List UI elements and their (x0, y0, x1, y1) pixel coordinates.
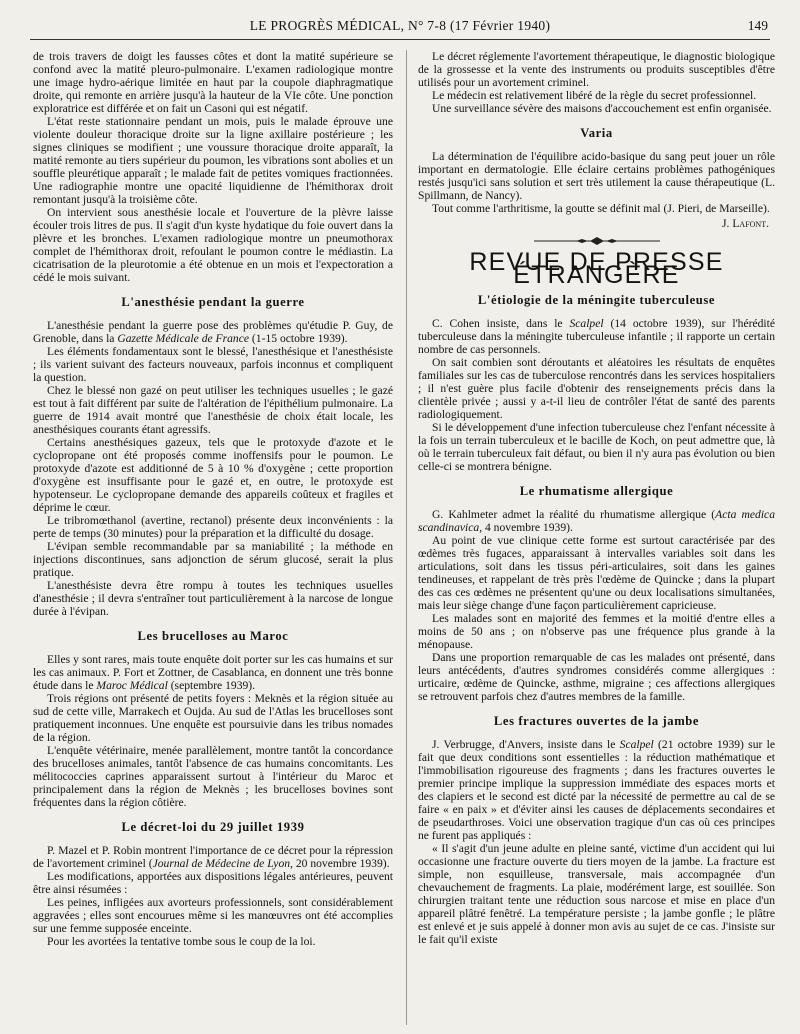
author-signature (418, 217, 775, 230)
paragraph: Le médecin est relativement libéré de la règle du secret professionnel. (432, 89, 757, 102)
paragraph: Certains anesthésiques gazeux, tels que le protoxyde d'azote et le cyclopropane ont été proposés comme inoffensifs pour le poumon. Le protoxyde d'azote est additionné de 5 à 10 % d'oxygène ; cette proportion d'oxygène est insuffisante pour le gazé et, en outre, le protoxyde est hypotenseur. Le cyclopropane demande des appareils coûteux et fragiles et déprime le cœur. (33, 436, 393, 514)
paragraph: On sait combien sont déroutants et aléatoires les résultats de enquêtes familiales sur les cas de tuberculose rencontrés dans les services hospitaliers ; il n'est guère plus facile d'obtenir des renseignements précis dans la clientèle privée ; aussi y a-t-il lieu de contrôler l'état de santé des parents radiologiquement. (418, 356, 775, 421)
page-number: 149 (747, 18, 768, 33)
paragraph (418, 317, 775, 356)
section-title-revue: REVUE DE PRESSE ÉTRANGÈRE (469, 248, 724, 289)
journal-title: Gazette Médicale de France (117, 332, 250, 345)
journal-title: Scalpel (619, 738, 654, 751)
paragraph: Les malades sont en majorité des femmes et la moitié d'entre elles a moins de 50 ans ; on n'observe pas une fréquence plus grande à la ménopause. (418, 612, 775, 651)
section-heading-decret: Le décret-loi du 29 juillet 1939 (121, 820, 305, 834)
text-run: G. Kahlmeter admet la réalité du rhumatisme allergique ( (432, 508, 716, 521)
paragraph: Pour les avortées la tentative tombe sous le coup de la loi. (47, 935, 316, 948)
text-run: , 20 novembre 1939). (290, 857, 390, 870)
signature-initial: J. (722, 217, 733, 230)
running-head-title: LE PROGRÈS MÉDICAL, N° 7-8 (17 Février 1940) (249, 18, 551, 33)
section-heading-brucelloses: Les brucelloses au Maroc (137, 629, 289, 643)
paragraph (33, 844, 393, 870)
column-separator (406, 50, 407, 1025)
paragraph (33, 319, 393, 345)
paragraph: de trois travers de doigt les fausses côtes et dont la matité supérieure se confond avec la matité pleuro-pulmonaire. L'examen radiologique montre une image hydro-aérique limitée en haut par la coupole diaphragmatique droite, qui remonte en arrière jusqu'à la hauteur de la VIe côte. Une ponction exploratrice est différée et on fait un Casoni qui est négatif. (33, 50, 393, 115)
paragraph: Les peines, infligées aux avorteurs professionnels, sont considérablement aggravées ; elles sont encourues même si les manœuvres ont été accomplies sur une femme supposée enceinte. (33, 896, 393, 935)
signature-name: Lafont. (732, 217, 769, 230)
paragraph: La détermination de l'équilibre acido-basique du sang peut jouer un rôle important en dermatologie. Elle éclaire certains problèmes pathogéniques restés jusqu'ici sans solution et sert très utilement la cause thérapeutique (L. Spillmann, de Nancy). (418, 150, 775, 202)
right-column (418, 50, 775, 946)
paragraph: Les éléments fondamentaux sont le blessé, l'anesthésique et l'anesthésiste ; ils varient suivant des facteurs nouveaux, parfois inconnus et compliquent la question. (33, 345, 393, 384)
paragraph: L'enquête vétérinaire, menée parallèlement, montre tantôt la concordance des brucelloses animales, tantôt l'absence de cas humains concomitants. Les mélitococcies caprines apparaissent surtout à l'intérieur du Maroc et principalement dans la région de Meknès ; les brucelloses bovines sont fréquentes dans la région côtière. (33, 744, 393, 809)
paragraph (418, 738, 775, 842)
journal-title: Journal de Médecine de Lyon (152, 857, 291, 870)
text-run: P. Mazel et P. Robin montrent l'importance de ce décret pour la répression de l'avortement criminel ( (33, 844, 393, 870)
paragraph: L'évipan semble recommandable par sa maniabilité ; la méthode en injections discontinues, sans adjonction de sérum glucosé, serait la plus pratique. (33, 540, 393, 579)
paragraph: Dans une proportion remarquable de cas les malades ont présenté, dans leurs antécédents, d'autres syndromes considérés comme allergiques : urticaire, œdème de Quincke, asthme, migraine ; ces affections allergiques se retrouvent parfois chez d'autres membres de la famille. (418, 651, 775, 703)
section-heading-anesthesie: L'anesthésie pendant la guerre (121, 295, 305, 309)
left-column (33, 50, 393, 948)
text-run: C. Cohen insiste, dans le (432, 317, 570, 330)
paragraph: Le tribromœthanol (avertine, rectanol) présente deux inconvénients : la perte de temps (30 minutes) pour la préparation et la difficulté du dosage. (33, 514, 393, 540)
section-heading-fractures: Les fractures ouvertes de la jambe (493, 714, 700, 728)
text-run: (14 octobre 1939), sur l'hérédité tuberculeuse dans la méningite tuberculeuse infantile ; il rapporte un certain nombre de cas personnels. (418, 317, 775, 356)
text-run: , 4 novembre 1939). (479, 521, 573, 534)
paragraph: « Il s'agit d'un jeune adulte en pleine santé, victime d'un accident qui lui occasionne une fracture ouverte du tiers moyen de la jambe. La fracture est simple, non esquilleuse, transversale, mais accompagnée d'un chevauchement de fragments. La plaie, modérément large, est souillée. Son chirurgien traitant tente une réduction sous narcose et mise en place d'un appareil plâtré fenêtré. La température persiste ; la jambe gonfle ; le plâtre est enlevé et je suis appelé à donner mon avis au sujet de ce cas. J'insiste sur le fait qu'il existe (418, 842, 775, 946)
paragraph: L'anesthésiste devra être rompu à toutes les techniques usuelles d'anesthésie ; il devra s'entraîner tout particulièrement à la narcose de longue durée à l'évipan. (33, 579, 393, 618)
section-heading-rhumatisme: Le rhumatisme allergique (519, 484, 674, 498)
section-heading-varia: Varia (580, 126, 613, 140)
header-rule (30, 39, 770, 40)
paragraph: Le décret réglemente l'avortement thérapeutique, le diagnostic biologique de la grossesse et la vente des instruments ou produits susceptibles d'être utilisés pour un avortement criminel. (418, 50, 775, 89)
paragraph: Les modifications, apportées aux dispositions légales antérieures, peuvent être ainsi résumées : (33, 870, 393, 896)
paragraph: Si le développement d'une infection tuberculeuse chez l'enfant nécessite à la fois un terrain tuberculeux et le bacille de Koch, on peut admettre que, là où le terrain tuberculeux fait défaut, ou bien il n'y aura pas évolution ou bien celle-ci se montrera bénigne. (418, 421, 775, 473)
paragraph: Au point de vue clinique cette forme est surtout caractérisée par des œdèmes très fugaces, apparaissant à intervalles variables soit dans les articulations, soit dans les tissus péri-articulaires, soit dans les gaines tendineuses, et rappelant de très près l'œdème de Quincke ; dans la plupart des cas ces œdèmes ne présentent qu'une ou deux localisations simultanées, mais leur siège change d'une façon particulièrement capricieuse. (418, 534, 775, 612)
text-run: (1-15 octobre 1939). (249, 332, 348, 345)
paragraph: Trois régions ont présenté de petits foyers : Meknès et la région située au sud de cette ville, Marrakech et Oujda. Au sud de l'Atlas les brucelloses sont pratiquement inconnues. Une enquête est poursuivie dans les tribus nomades de la région. (33, 692, 393, 744)
paragraph (33, 653, 393, 692)
paragraph (418, 508, 775, 534)
paragraph: Chez le blessé non gazé on peut utiliser les techniques usuelles ; le gazé est tout à fait différent par suite de l'altération de l'épithélium pulmonaire. La guerre de 1914 avait montré que l'anesthésie de choix était locale, les anesthésiques courants étant agressifs. (33, 384, 393, 436)
text-run: Elles y sont rares, mais toute enquête doit porter sur les cas humains et sur les cas animaux. P. Fort et Zottner, de Casablanca, en donnent une très bonne étude dans le (33, 653, 393, 692)
paragraph: Tout comme l'arthritisme, la goutte se définit mal (J. Pieri, de Marseille). (432, 202, 770, 215)
paragraph: Une surveillance sévère des maisons d'accouchement est enfin organisée. (432, 102, 772, 115)
paragraph: L'état reste stationnaire pendant un mois, puis le malade éprouve une violente douleur thoracique droite sur la ligne axillaire postérieure ; les signes cliniques se modifient ; une voussure thoracique droite apparaît, la matité remonte au tiers supérieur du poumon, les vibrations sont abolies et un souffle pleurétique apparaît ; le malade fait de petites vomiques fractionnées. Une radiographie montre une opacité liquidienne de l'hémithorax droit remontant jusqu'à la troisième côte. (33, 115, 393, 206)
paragraph: On intervient sous anesthésie locale et l'ouverture de la plèvre laisse écouler trois litres de pus. Il s'agit d'un kyste hydatique du foie ouvert dans la plèvre et les bronches. L'examen radiologique montre un pneumothorax complet de l'hémithorax droit, refoulant le poumon contre le médiastin. La cicatrisation de la pleurotomie a été obtenue en un mois et l'expectoration a cédé le mois suivant. (33, 206, 393, 284)
section-heading-meningite: L'étiologie de la méningite tuberculeuse (477, 293, 716, 307)
text-run: (septembre 1939). (167, 679, 256, 692)
journal-title: Maroc Médical (96, 679, 168, 692)
running-header (30, 18, 770, 34)
journal-title: Acta medica scandinavica (418, 508, 775, 534)
ornamental-divider (532, 236, 662, 246)
journal-title: Scalpel (569, 317, 604, 330)
text-run: J. Verbrugge, d'Anvers, insiste dans le (432, 738, 620, 751)
text-run: L'anesthésie pendant la guerre pose des problèmes qu'étudie P. Guy, de Grenoble, dans la (33, 319, 393, 345)
text-run: (21 octobre 1939) sur le fait que deux conditions sont essentielles : la réduction mathématique et l'immobilisation rigoureuse des fragments ; dans les fractures ouvertes le premier principe implique la suppression immédiate des espaces morts et des clapiers et le second est dicté par la nécessité de permettre au cal de se faire « en paix » et d'éviter ainsi les causes de déplacements secondaires et de pseudarthroses. Voici une observation tragique d'un cas où ces principes ne furent pas appliqués : (418, 738, 776, 842)
